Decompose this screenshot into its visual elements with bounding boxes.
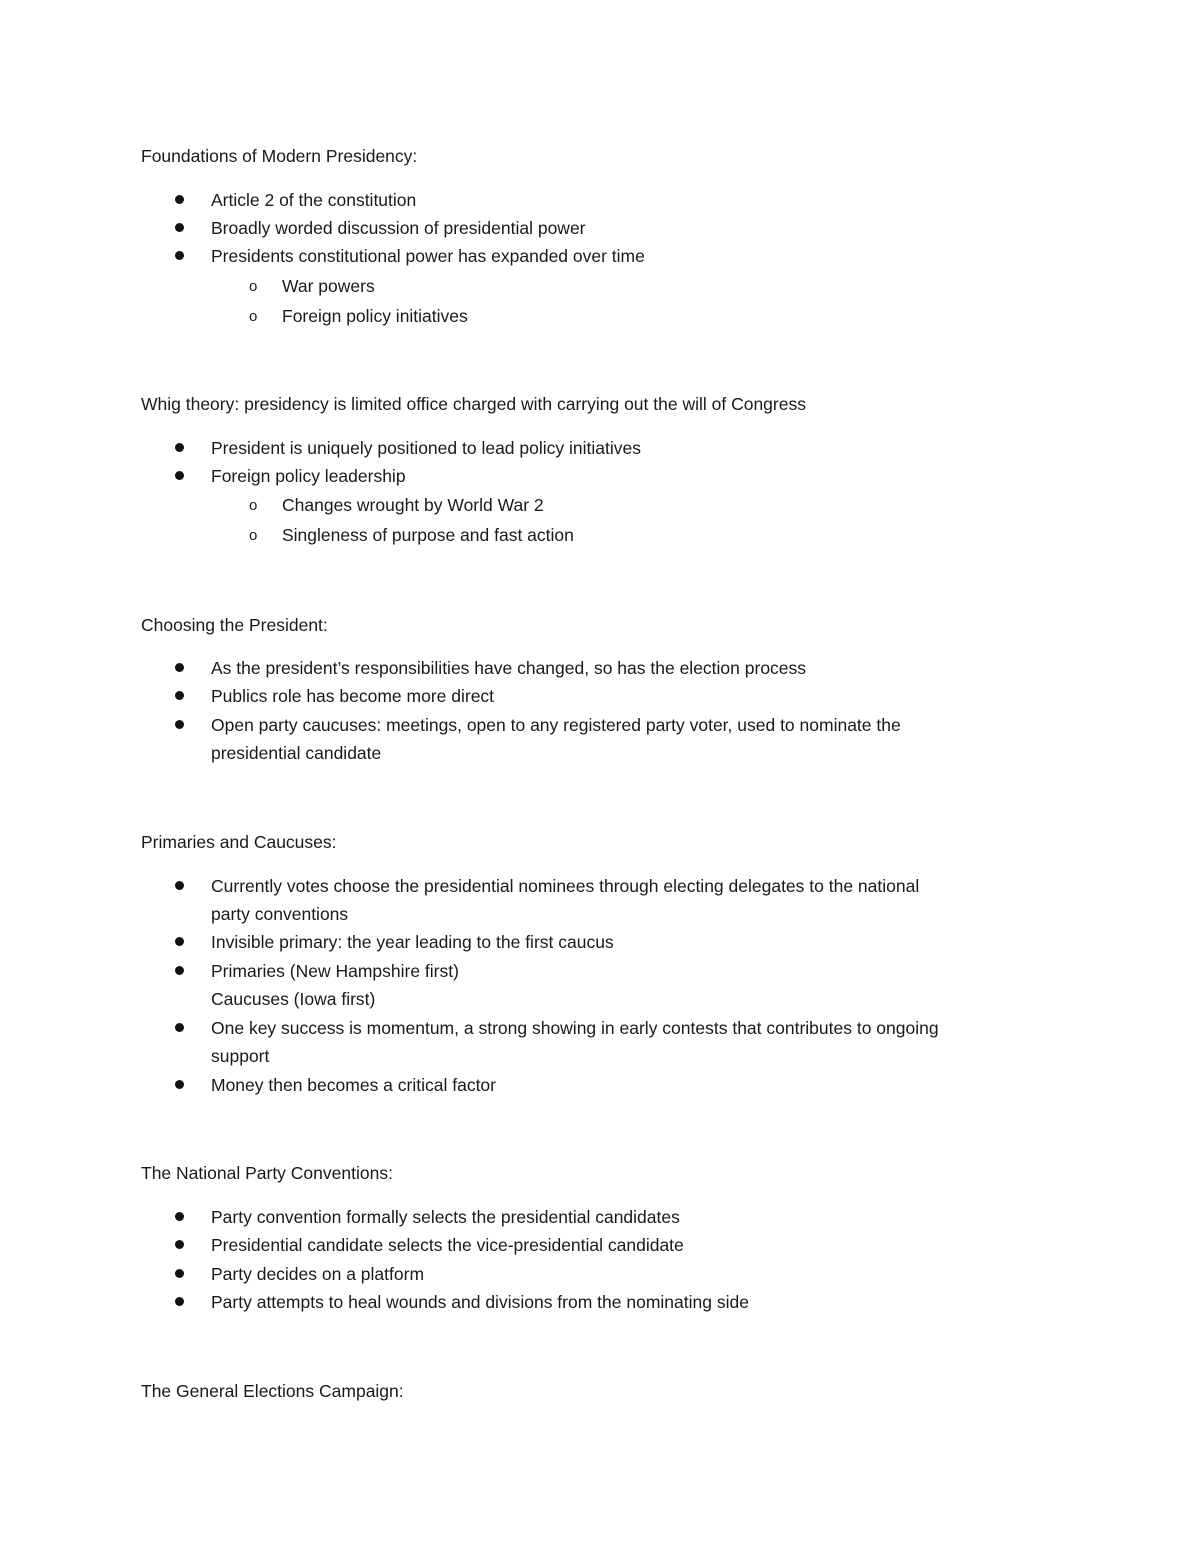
list-item-line: support: [211, 1046, 270, 1066]
bullet-icon: [175, 881, 184, 890]
sub-list-item: War powers: [282, 276, 375, 296]
list-item-line: presidential candidate: [211, 743, 382, 763]
sub-list-item: Singleness of purpose and fast action: [282, 525, 574, 545]
sub-bullet-icon: o: [249, 278, 258, 295]
bullet-icon: [175, 1023, 184, 1032]
sub-list-item: Foreign policy initiatives: [282, 306, 468, 326]
section-heading: Foundations of Modern Presidency:: [141, 146, 418, 166]
bullet-icon: [175, 223, 184, 232]
list-item-line: Currently votes choose the presidential nominees through electing delegates to the national: [211, 876, 920, 896]
bullet-icon: [175, 937, 184, 946]
sub-bullet-icon: o: [249, 527, 258, 544]
bullet-icon: [175, 1080, 184, 1089]
section-heading: The National Party Conventions:: [141, 1163, 393, 1183]
section-heading: The General Elections Campaign:: [141, 1381, 404, 1401]
bullet-icon: [175, 251, 184, 260]
list-item-line: Open party caucuses: meetings, open to any registered party voter, used to nominate the: [211, 715, 901, 735]
list-item: Invisible primary: the year leading to the first caucus: [211, 932, 614, 952]
section-heading: Whig theory: presidency is limited office charged with carrying out the will of Congress: [141, 394, 806, 414]
list-item: Foreign policy leadership: [211, 466, 406, 486]
bullet-icon: [175, 1240, 184, 1249]
list-item-line: Primaries (New Hampshire first): [211, 961, 459, 981]
list-item: Article 2 of the constitution: [211, 190, 417, 210]
list-item: President is uniquely positioned to lead policy initiatives: [211, 438, 641, 458]
list-item-line: Caucuses (Iowa first): [211, 989, 376, 1009]
list-item: Publics role has become more direct: [211, 686, 495, 706]
list-item-line: One key success is momentum, a strong showing in early contests that contributes to ongoing: [211, 1018, 939, 1038]
bullet-icon: [175, 443, 184, 452]
bullet-icon: [175, 195, 184, 204]
bullet-icon: [175, 1269, 184, 1278]
bullet-icon: [175, 691, 184, 700]
bullet-icon: [175, 471, 184, 480]
list-item: Broadly worded discussion of presidential power: [211, 218, 586, 238]
list-item: Party decides on a platform: [211, 1264, 425, 1284]
bullet-icon: [175, 966, 184, 975]
sub-bullet-icon: o: [249, 497, 258, 514]
section-heading: Choosing the President:: [141, 615, 328, 635]
section-heading: Primaries and Caucuses:: [141, 832, 337, 852]
sub-list-item: Changes wrought by World War 2: [282, 495, 544, 515]
bullet-icon: [175, 1212, 184, 1221]
list-item: Money then becomes a critical factor: [211, 1075, 496, 1095]
list-item: Party convention formally selects the presidential candidates: [211, 1207, 680, 1227]
list-item: Presidents constitutional power has expanded over time: [211, 246, 645, 266]
bullet-icon: [175, 1297, 184, 1306]
list-item: Party attempts to heal wounds and divisions from the nominating side: [211, 1292, 749, 1312]
list-item-line: party conventions: [211, 904, 349, 924]
bullet-icon: [175, 720, 184, 729]
list-item: As the president’s responsibilities have changed, so has the election process: [211, 658, 807, 678]
list-item: Presidential candidate selects the vice-presidential candidate: [211, 1235, 684, 1255]
bullet-icon: [175, 663, 184, 672]
sub-bullet-icon: o: [249, 308, 258, 325]
